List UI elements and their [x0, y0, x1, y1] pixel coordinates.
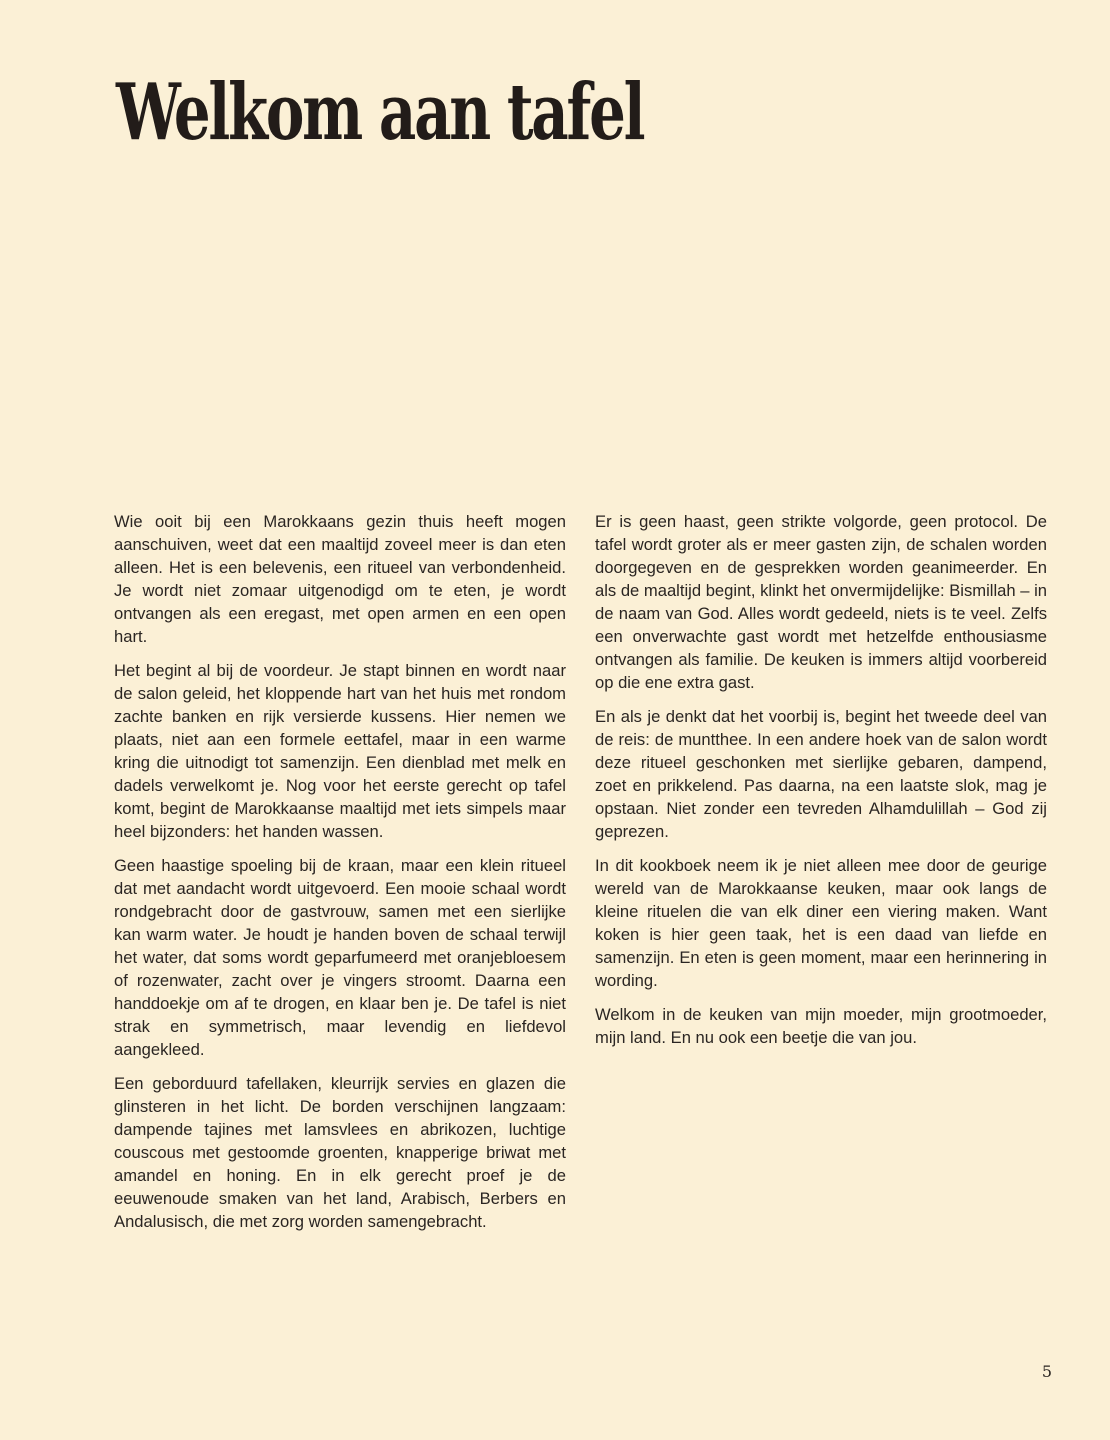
text-column-left	[114, 510, 566, 1244]
page-number: 5	[1041, 1362, 1052, 1381]
paragraph: Een geborduurd tafellaken, kleurrijk servies en glazen die glinsteren in het licht. De borden verschijnen langzaam: dampende tajines met lamsvlees en abrikozen, luchtige couscous met gestoomde groenten, knapperige briwat met amandel en honing. En in elk gerecht proef je de eeuwenoude smaken van het land, Arabisch, Berbers en Andalusisch, die met zorg worden samengebracht.	[114, 1074, 566, 1231]
paragraph: Wie ooit bij een Marokkaans gezin thuis heeft mogen aanschuiven, weet dat een maaltijd zoveel meer is dan eten alleen. Het is een belevenis, een ritueel van verbondenheid. Je wordt niet zomaar uitgenodigd om te eten, je wordt ontvangen als een eregast, met open armen en een open hart.	[114, 512, 566, 646]
paragraph: En als je denkt dat het voorbij is, begint het tweede deel van de reis: de muntthee. In een andere hoek van de salon wordt deze ritueel geschonken met sierlijke gebaren, dampend, zoet en prikkelend. Pas daarna, na een laatste slok, mag je opstaan. Niet zonder een tevreden Alhamdulillah – God zij geprezen.	[595, 707, 1047, 841]
paragraph: Er is geen haast, geen strikte volgorde, geen protocol. De tafel wordt groter als er meer gasten zijn, de schalen worden doorgegeven en de gesprekken worden geanimeerder. En als de maaltijd begint, klinkt het onvermijdelijke: Bismillah – in de naam van God. Alles wordt gedeeld, niets is te veel. Zelfs een onverwachte gast wordt met hetzelfde enthousiasme ontvangen als familie. De keuken is immers altijd voorbereid op die ene extra gast.	[595, 512, 1047, 692]
text-column-right	[595, 510, 1047, 1060]
page-title: Welkom aan tafel	[116, 67, 644, 158]
paragraph: In dit kookboek neem ik je niet alleen mee door de geurige wereld van de Marokkaanse keuken, maar ook langs de kleine rituelen die van elk diner een viering maken. Want koken is hier geen taak, het is een daad van liefde en samenzijn. En eten is geen moment, maar een herinnering in wording.	[595, 856, 1047, 990]
paragraph: Geen haastige spoeling bij de kraan, maar een klein ritueel dat met aandacht wordt uitgevoerd. Een mooie schaal wordt rondgebracht door de gastvrouw, samen met een sierlijke kan warm water. Je houdt je handen boven de schaal terwijl het water, dat soms wordt geparfumeerd met oranjebloesem of rozenwater, zacht over je vingers stroomt. Daarna een handdoekje om af te drogen, en klaar ben je. De tafel is niet strak en symmetrisch, maar levendig en liefdevol aangekleed.	[114, 856, 566, 1059]
paragraph: Welkom in de keuken van mijn moeder, mijn grootmoeder, mijn land. En nu ook een beetje die van jou.	[595, 1005, 1047, 1047]
paragraph: Het begint al bij de voordeur. Je stapt binnen en wordt naar de salon geleid, het kloppende hart van het huis met rondom zachte banken en rijk versierde kussens. Hier nemen we plaats, niet aan een formele eettafel, maar in een warme kring die uitnodigt tot samenzijn. Een dienblad met melk en dadels verwelkomt je. Nog voor het eerste gerecht op tafel komt, begint de Marokkaanse maaltijd met iets simpels maar heel bijzonders: het handen wassen.	[114, 661, 566, 841]
